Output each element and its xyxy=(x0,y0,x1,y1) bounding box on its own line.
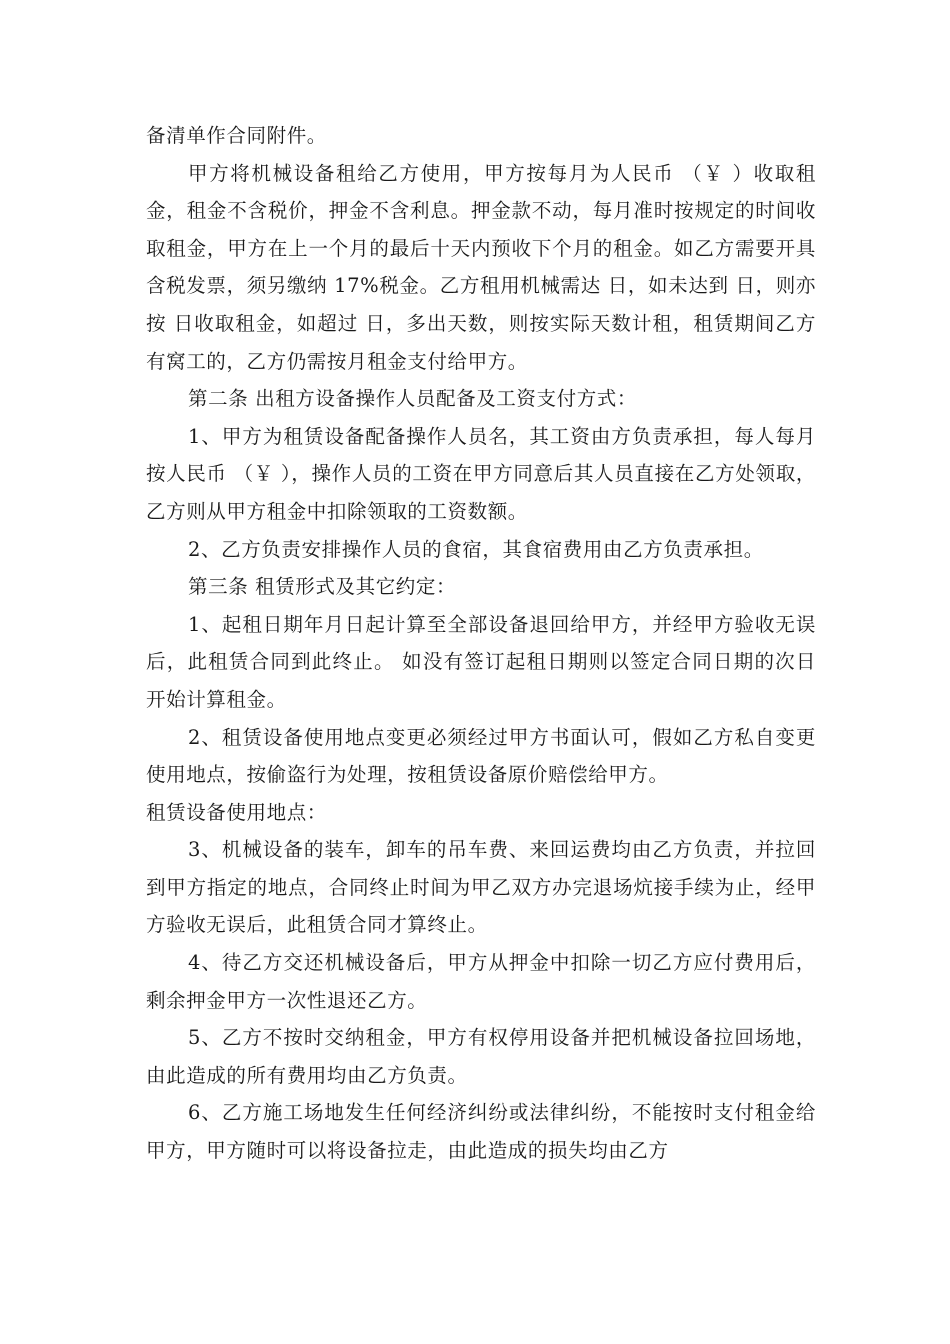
paragraph: 6、乙方施工场地发生任何经济纠纷或法律纠纷，不能按时支付租金给甲方，甲方随时可以将设备拉走，由此造成的损失均由乙方 xyxy=(146,1101,816,1163)
paragraph: 租赁设备使用地点： xyxy=(146,800,327,824)
paragraph: 5、乙方不按时交纳租金，甲方有权停用设备并把机械设备拉回场地，由此造成的所有费用均由乙方负责。 xyxy=(146,1026,816,1087)
paragraph: 备清单作合同附件。 xyxy=(146,124,327,147)
paragraph: 3、机械设备的装车，卸车的吊车费、来回运费均由乙方负责，并拉回到甲方指定的地点，合同终止时间为甲乙双方办完退场炕接手续为止，经甲方验收无误后，此租赁合同才算终止。 xyxy=(146,838,816,937)
section-heading: 第二条 出租方设备操作人员配备及工资支付方式： xyxy=(188,387,637,411)
section-heading: 第三条 租赁形式及其它约定： xyxy=(188,575,457,599)
paragraph: 1、起租日期年月日起计算至全部设备退回给甲方，并经甲方验收无误后，此租赁合同到此终止。 如没有签订起租日期则以签定合同日期的次日开始计算租金。 xyxy=(146,612,816,711)
paragraph: 1、甲方为租赁设备配备操作人员名，其工资由方负责承担，每人每月按人民币 （￥ ），操作人员的工资在甲方同意后其人员直接在乙方处领取，乙方则从甲方租金中扣除领取的工资数额。 xyxy=(146,424,816,523)
document-body xyxy=(146,117,816,1170)
paragraph: 4、待乙方交还机械设备后，甲方从押金中扣除一切乙方应付费用后，剩余押金甲方一次性退还乙方。 xyxy=(146,951,816,1012)
paragraph: 2、乙方负责安排操作人员的食宿，其食宿费用由乙方负责承担。 xyxy=(188,537,764,561)
paragraph: 甲方将机械设备租给乙方使用，甲方按每月为人民币 （￥ ）收取租金，租金不含税价，押金不含利息。押金款不动，每月准时按规定的时间收取租金，甲方在上一个月的最后十天内预收下个月的租金。如乙方需要开具含税发票，须另缴纳 17%税金。乙方租用机械需达 日，如未达到 日，则亦按 日收取租金，如超过 日，多出天数，则按实际天数计租，租赁期间乙方有窝工的，乙方仍需按月租金支付给甲方。 xyxy=(146,161,816,373)
paragraph: 2、租赁设备使用地点变更必须经过甲方书面认可，假如乙方私自变更使用地点，按偷盗行为处理，按租赁设备原价赔偿给甲方。 xyxy=(146,725,816,787)
